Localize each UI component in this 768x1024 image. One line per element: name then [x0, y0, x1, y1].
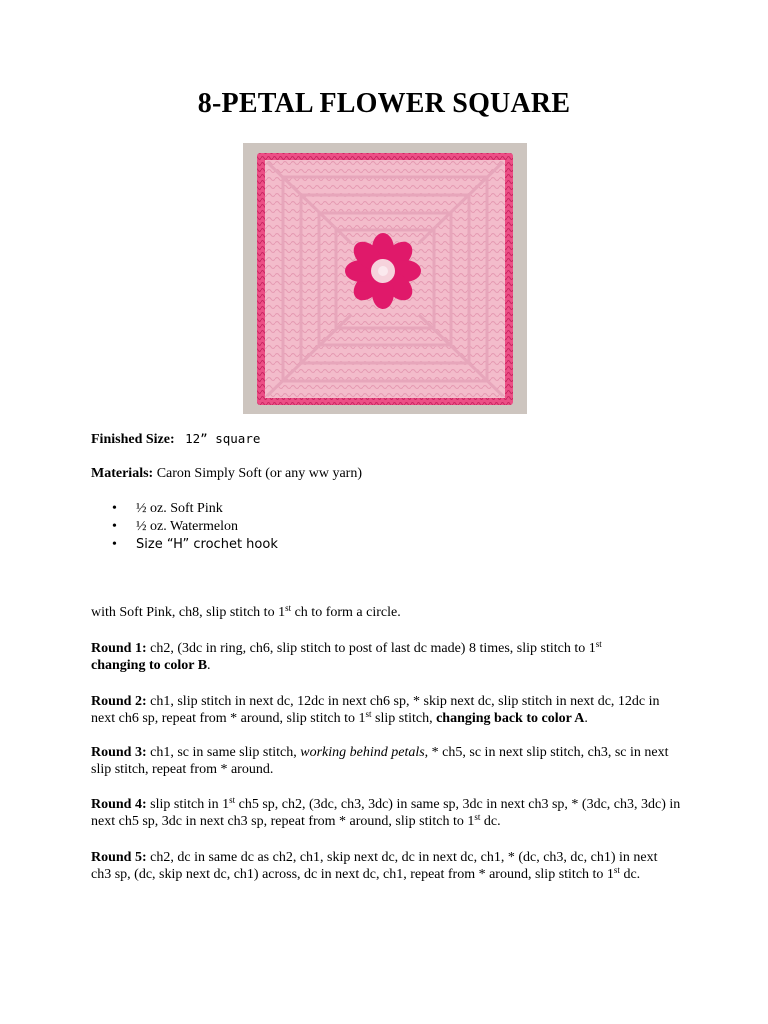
materials-label: Materials:	[91, 466, 154, 481]
bullet-icon: •	[112, 519, 117, 534]
round-text: .	[584, 711, 588, 726]
superscript: st	[365, 709, 372, 719]
round-label: Round 1:	[91, 641, 147, 656]
round-5-paragraph	[91, 849, 681, 883]
crochet-square-photo	[243, 143, 527, 414]
round-text: slip stitch,	[371, 711, 437, 726]
color-change-text: changing back to color A	[436, 711, 585, 726]
finished-size-line	[91, 430, 681, 448]
round-label: Round 3:	[91, 745, 147, 760]
finished-size-value: 12” square	[185, 431, 261, 446]
materials-list	[112, 500, 278, 554]
list-item	[112, 536, 278, 554]
round-text: dc.	[619, 867, 641, 882]
intro-text: ch to form a circle.	[291, 605, 401, 620]
material-item: Size “H” crochet hook	[136, 537, 278, 552]
superscript: st	[474, 812, 481, 822]
round-text: , * ch5, sc in next slip stitch, ch3, sc in next slip stitch, repeat from * around.	[91, 745, 669, 777]
list-item	[112, 500, 278, 518]
materials-value: Caron Simply Soft (or any ww yarn)	[156, 466, 363, 481]
round-text: ch2, (3dc in ring, ch6, slip stitch to post of last dc made) 8 times, slip stitch to 1	[146, 641, 596, 656]
bullet-icon: •	[112, 537, 117, 552]
round-text: .	[207, 658, 211, 673]
round-text: dc.	[480, 814, 501, 829]
intro-text: with Soft Pink, ch8, slip stitch to 1	[91, 605, 286, 620]
superscript: st	[229, 795, 236, 805]
material-item: ½ oz. Soft Pink	[136, 501, 223, 516]
materials-line	[91, 465, 681, 482]
page-title: 8-PETAL FLOWER SQUARE	[197, 88, 571, 119]
flower-motif	[345, 233, 421, 309]
round-3-paragraph	[91, 744, 681, 778]
round-text: ch1, sc in same slip stitch,	[146, 745, 301, 760]
emphasis-text: working behind petals	[300, 745, 425, 760]
finished-size-label: Finished Size:	[91, 432, 175, 447]
round-1-paragraph	[91, 640, 681, 674]
round-text: ch1, slip stitch in next dc, 12dc in next ch6 sp, * skip next dc, slip stitch in next dc, 12dc in next ch6 sp, repeat from * around, slip stitch to 1	[91, 694, 660, 726]
bullet-icon: •	[112, 501, 117, 516]
intro-paragraph	[91, 604, 681, 621]
round-2-paragraph	[91, 693, 681, 727]
superscript: st	[595, 639, 602, 649]
list-item	[112, 518, 278, 536]
round-text: ch5 sp, ch2, (3dc, ch3, 3dc) in same sp, 3dc in next ch3 sp, * (3dc, ch3, 3dc) in next ch5 sp, 3dc in next ch3 sp, repeat from * around, slip stitch to 1	[91, 797, 681, 829]
color-change-text: changing to color B	[91, 658, 208, 673]
crochet-square-illustration	[243, 143, 527, 414]
round-text: ch2, dc in same dc as ch2, ch1, skip next dc, dc in next dc, ch1, * (dc, ch3, dc, ch1) in next ch3 sp, (dc, skip next dc, ch1) across, dc in next dc, ch1, repeat from * around, slip stitch to 1	[91, 850, 658, 882]
material-item: ½ oz. Watermelon	[136, 519, 239, 534]
round-label: Round 5:	[91, 850, 147, 865]
superscript: st	[613, 865, 620, 875]
round-label: Round 4:	[91, 797, 147, 812]
round-4-paragraph	[91, 796, 681, 830]
round-label: Round 2:	[91, 694, 147, 709]
round-text: slip stitch in 1	[146, 797, 230, 812]
superscript: st	[285, 603, 292, 613]
